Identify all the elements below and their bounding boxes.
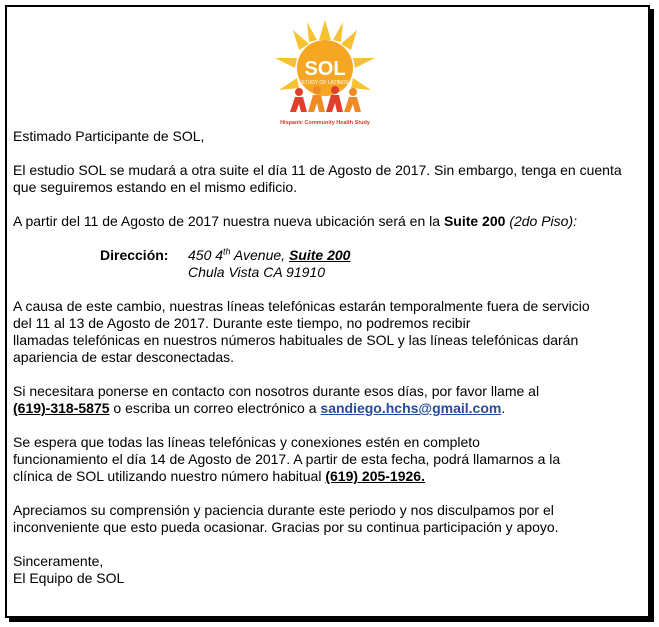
logo-acronym: SOL <box>304 58 346 80</box>
paragraph-location: A partir del 11 de Agosto de 2017 nuestra nueva ubicación será en la Suite 200 (2do Piso): <box>13 213 578 229</box>
logo-caption: Hispanic Community Health Study <box>280 120 370 126</box>
paragraph-contact: Si necesitara ponerse en contacto con nosotros durante esos días, por favor llame al (619)-318-5875 o escriba un correo electrónico a sandiego.hchs@gmail.com. <box>13 383 540 416</box>
paragraph-restore: Se espera que todas las líneas telefónicas y conexiones estén en completo funcionamiento el día 14 de Agosto de 2017. A partir de esta fecha, podrá llamarnos a la clínica de SOL utilizando nuestro número habitual (619) 205-1926. <box>13 434 561 484</box>
address-lines <box>188 247 350 281</box>
signoff <box>13 553 633 587</box>
address-label: Dirección: <box>100 247 169 263</box>
greeting: Estimado Participante de SOL, <box>13 128 205 144</box>
signature: El Equipo de SOL <box>13 570 125 586</box>
sol-logo <box>271 18 379 130</box>
address-street: 450 4th Avenue, Suite 200 <box>188 246 351 263</box>
address-city: Chula Vista CA 91910 <box>188 264 325 280</box>
contact-phone[interactable]: (619)-318-5875 <box>13 400 110 416</box>
address-block <box>13 247 633 281</box>
paragraph-move: El estudio SOL se mudará a otra suite el día 11 de Agosto de 2017. Sin embargo, tenga en cuenta que seguiremos estando en el mismo edificio. <box>13 162 622 195</box>
paragraph-phones-outage: A causa de este cambio, nuestras líneas telefónicas estarán temporalmente fuera de servicio del 11 al 13 de Agosto de 2017. Durante este tiempo, no podremos recibir llamadas telefónicas en nuestros números habituales de SOL y las líneas telefónicas darán apariencia de estar desconectadas. <box>13 298 590 365</box>
contact-email-link[interactable]: sandiego.hchs@gmail.com <box>320 400 502 416</box>
letter-body <box>13 128 633 604</box>
suite-label: Suite 200 <box>443 213 506 229</box>
address-suite: Suite 200 <box>288 247 351 263</box>
paragraph-apology: Apreciamos su comprensión y paciencia durante este periodo y nos disculpamos por el inconveniente que esto pueda ocasionar. Gracias por su continua participación y apoyo. <box>13 502 559 535</box>
regular-phone[interactable]: (619) 205-1926. <box>325 468 425 484</box>
closing: Sinceramente, <box>13 553 104 569</box>
logo-tagline: STUDY OF LATINOS <box>301 80 349 86</box>
